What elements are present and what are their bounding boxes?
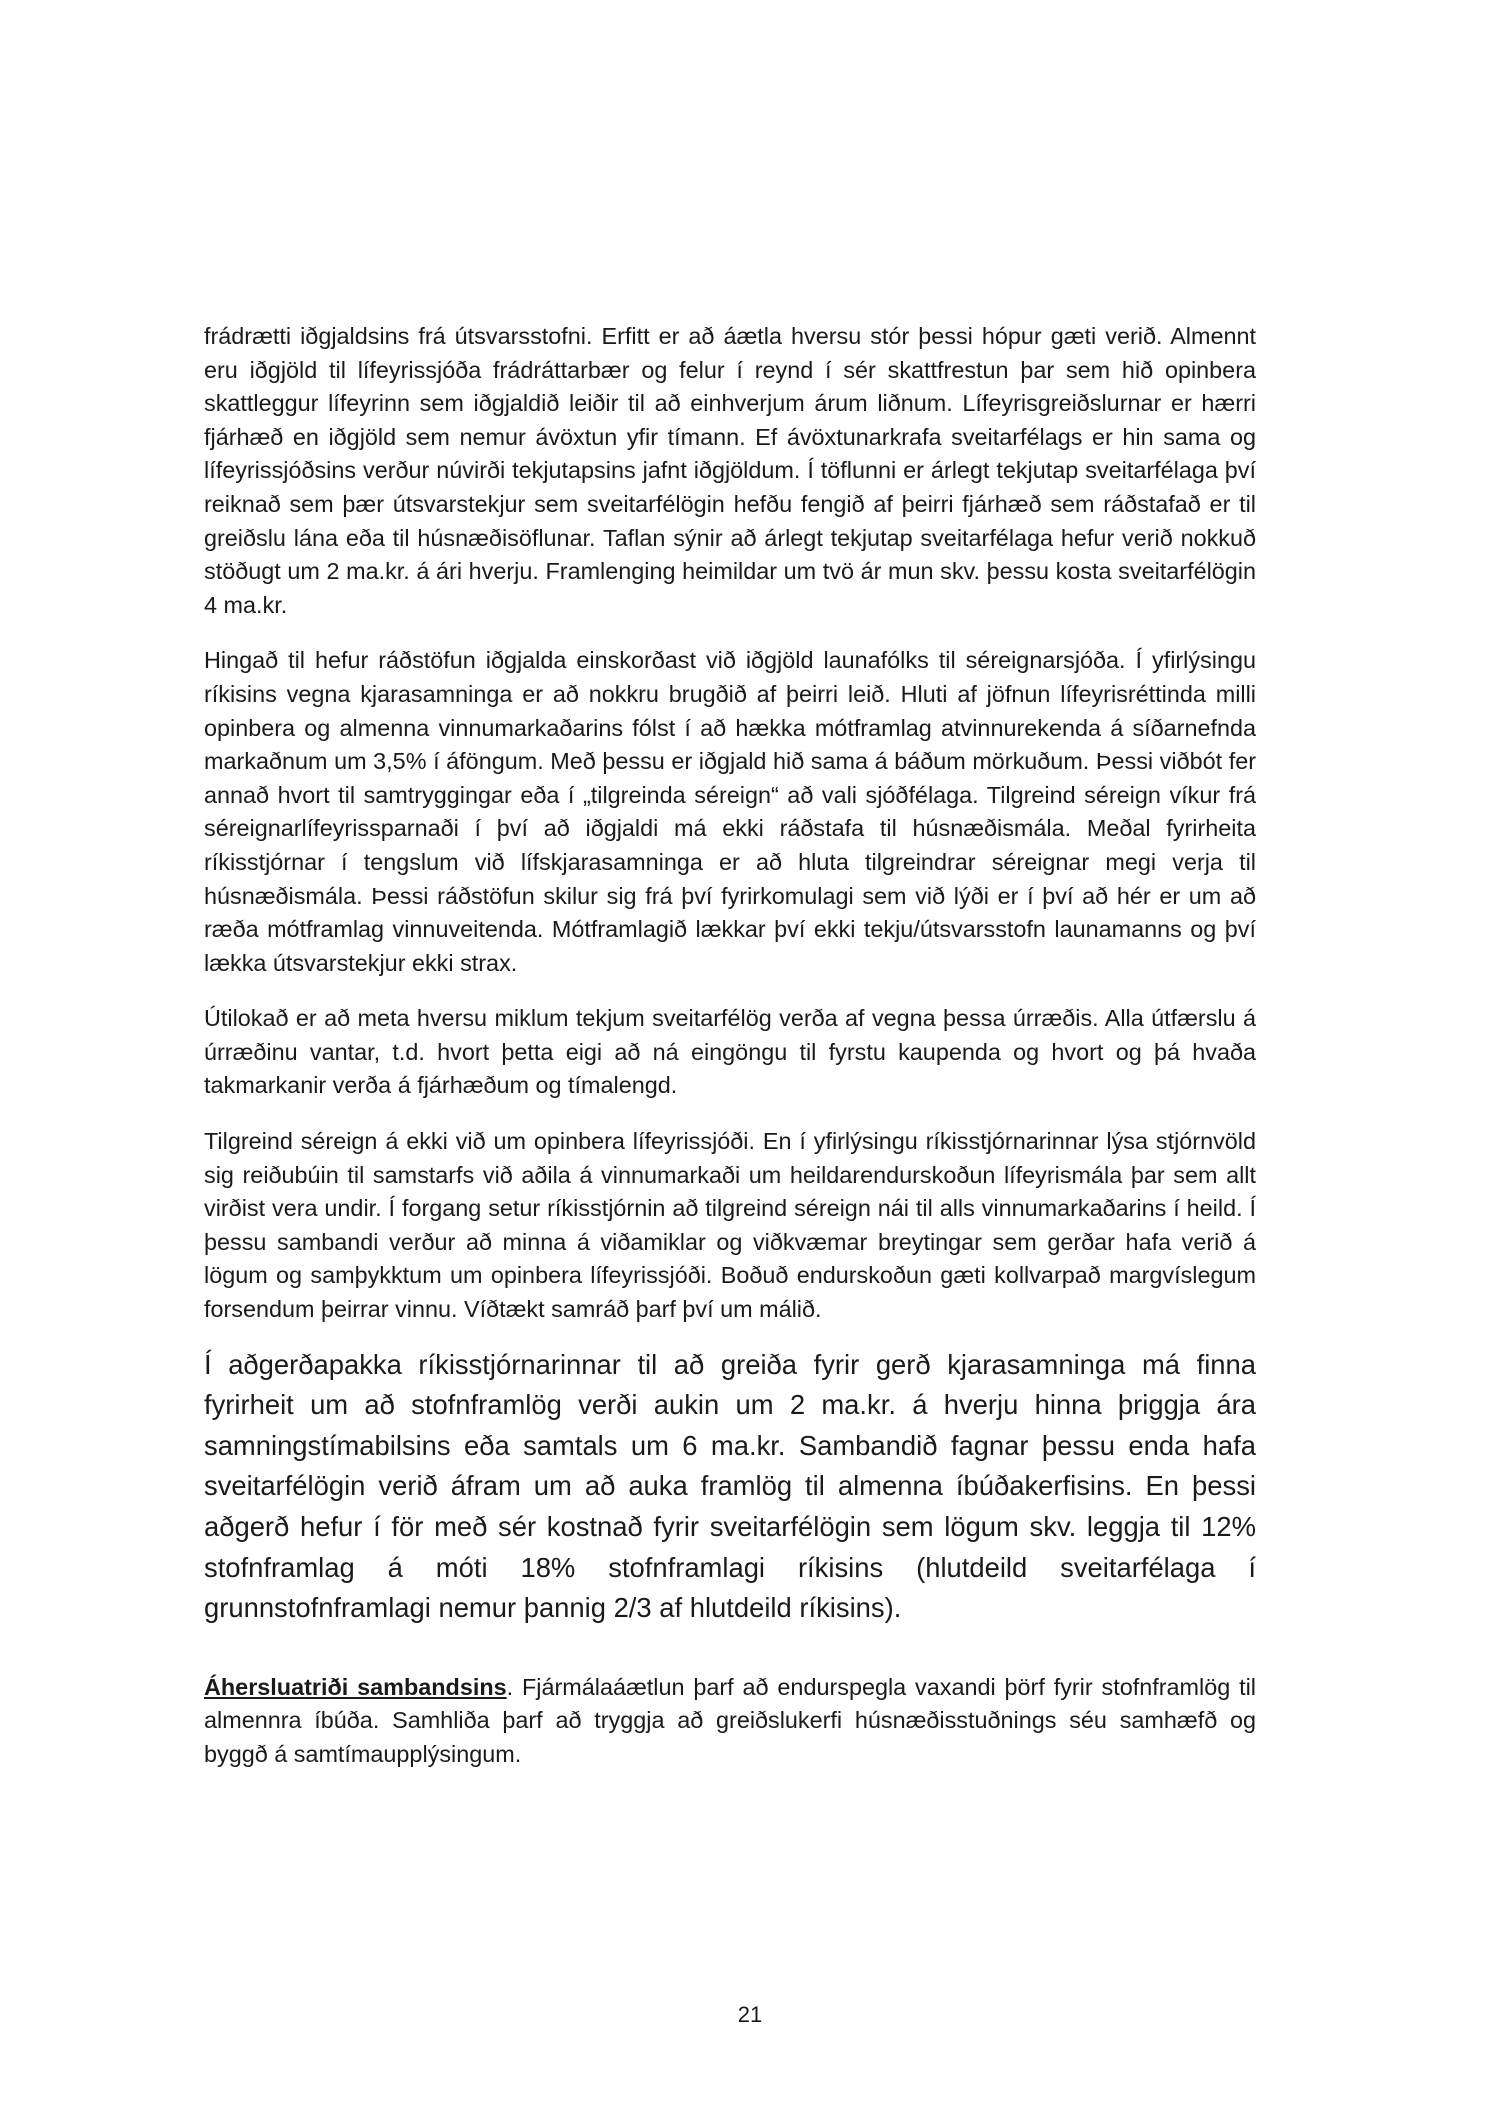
priorities-text: . Fjármálaáætlun þarf að endurspegla vaxandi þörf fyrir stofnframlög til almennra íbúða. Samhliða þarf að tryggja að greiðslukerfi húsnæðisstuðnings séu samhæfð og byggð á samtímaupplýsingum. [204, 1673, 1257, 1767]
paragraph-revenue-estimate: Útilokað er að meta hversu miklum tekjum sveitarfélög verða af vegna þessa úrræðis. Alla útfærslu á úrræðinu vantar, t.d. hvort þetta eigi að ná eingöngu til fyrstu kaupenda og hvort og þá hvaða takmarkanir verða á fjárhæðum og tímalengd. [204, 1005, 1256, 1099]
paragraph-pension-contributions: Hingað til hefur ráðstöfun iðgjalda einskorðast við iðgjöld launafólks til séreignarsjóða. Í yfirlýsingu ríkisins vegna kjarasamninga er að nokkru brugðið af þeirri leið. Hluti af jöfnun lífeyrisréttinda milli opinbera og almenna vinnumarkaðarins fólst í að hækka mótframlag atvinnurekenda á síðarnefnda markaðnum um 3,5% í áföngum. Með þessu er iðgjald hið sama á báðum mörkuðum. Þessi viðbót fer annað hvort til samtryggingar eða í „tilgreinda séreign“ að vali sjóðfélaga. Tilgreind séreign víkur frá séreignarlífeyrissparnaði í því að iðgjaldi má ekki ráðstafa til húsnæðismála. Meðal fyrirheita ríkisstjórnar í tengslum við lífskjarasamninga er að hluta tilgreindrar séreignar megi verja til húsnæðismála. Þessi ráðstöfun skilur sig frá því fyrirkomulagi sem við lýði er í því að hér er um að ræða mótframlag vinnuveitenda. Mótframlagið lækkar því ekki tekju/útsvarsstofn launamanns og því lækka útsvarstekjur ekki strax. [204, 647, 1256, 976]
document-page [204, 320, 1256, 1772]
paragraph-tax-deduction: frádrætti iðgjaldsins frá útsvarsstofni. Erfitt er að áætla hversu stór þessi hópur gæti verið. Almennt eru iðgjöld til lífeyrissjóða frádráttarbær og felur í reynd í sér skattfrestun þar sem hið opinbera skattleggur lífeyrinn sem iðgjaldið leiðir til að einhverjum árum liðnum. Lífeyrisgreiðslurnar er hærri fjárhæð en iðgjöld sem nemur ávöxtun yfir tímann. Ef ávöxtunarkrafa sveitarfélags er hin sama og lífeyrissjóðsins verður núvirði tekjutapsins jafnt iðgjöldum. Í töflunni er árlegt tekjutap sveitarfélaga því reiknað sem þær útsvarstekjur sem sveitarfélögin hefðu fengið af þeirri fjárhæð sem ráðstafað er til greiðslu lána eða til húsnæðisöflunar. Taflan sýnir að árlegt tekjutap sveitarfélaga hefur verið nokkuð stöðugt um 2 ma.kr. á ári hverju. Framlenging heimildar um tvö ár mun skv. þessu kosta sveitarfélögin 4 ma.kr. [204, 323, 1256, 618]
paragraph-association-priorities [204, 1671, 1256, 1772]
paragraph-public-pension-funds: Tilgreind séreign á ekki við um opinbera lífeyrissjóði. En í yfirlýsingu ríkisstjórnarinnar lýsa stjórnvöld sig reiðubúin til samstarfs við aðila á vinnumarkaði um heildarendurskoðun lífeyrismála þar sem allt virðist vera undir. Í forgang setur ríkisstjórnin að tilgreind séreign nái til alls vinnumarkaðarins í heild. Í þessu sambandi verður að minna á viðamiklar og viðkvæmar breytingar sem gerðar hafa verið á lögum og samþykktum um opinbera lífeyrissjóði. Boðuð endurskoðun gæti kollvarpað margvíslegum forsendum þeirrar vinnu. Víðtækt samráð þarf því um málið. [204, 1128, 1256, 1323]
priorities-heading: Áhersluatriði sambandsins [204, 1673, 507, 1700]
paragraph-capital-contributions: Í aðgerðapakka ríkisstjórnarinnar til að greiða fyrir gerð kjarasamninga má finna fyrirheit um að stofnframlög verði aukin um 2 ma.kr. á hverju hinna þriggja ára samningstímabilsins eða samtals um 6 ma.kr. Sambandið fagnar þessu enda hafa sveitarfélögin verið áfram um að auka framlög til almenna íbúðakerfisins. En þessi aðgerð hefur í för með sér kostnað fyrir sveitarfélögin sem lögum skv. leggja til 12% stofnframlag á móti 18% stofnframlagi ríkisins (hlutdeild sveitarfélaga í grunnstofnframlagi nemur þannig 2/3 af hlutdeild ríkisins). [204, 1348, 1256, 1624]
page-number: 21 [737, 2002, 763, 2027]
